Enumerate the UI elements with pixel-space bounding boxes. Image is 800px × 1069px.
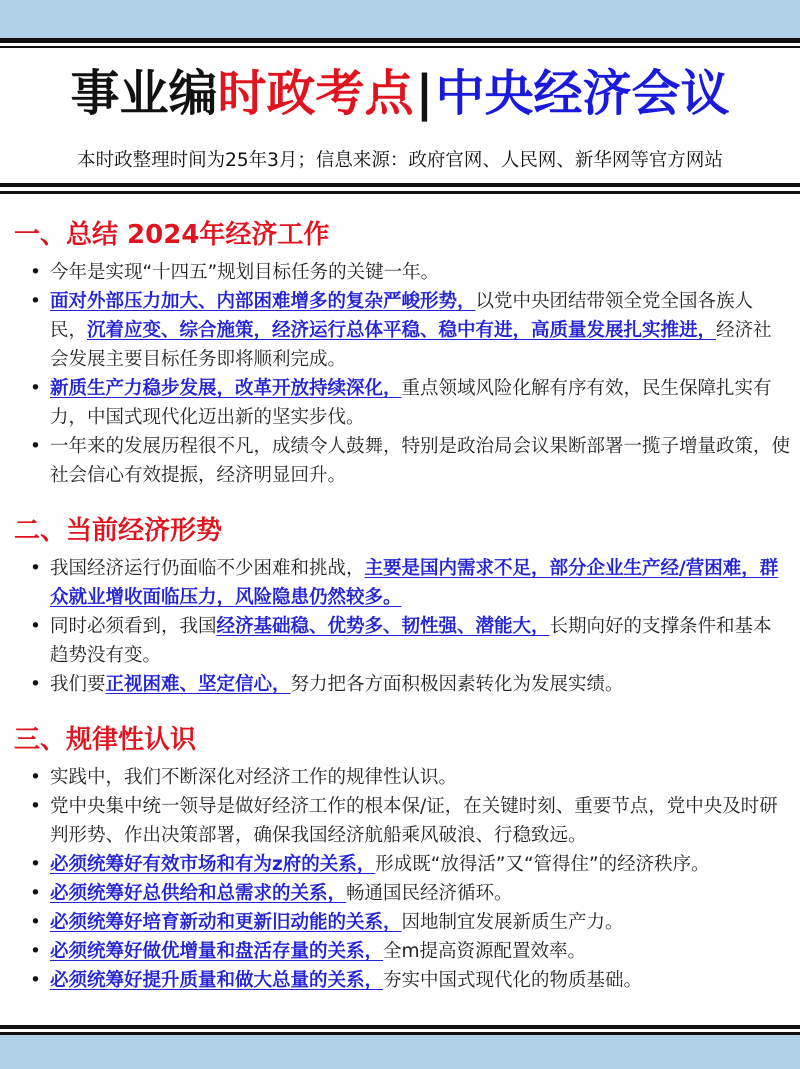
subtitle: 本时政整理时间为25年3月；信息来源：政府官网、人民网、新华网等官方网站 — [77, 150, 723, 171]
body-text: 以党中央团结带领全党全国各族人民， — [50, 291, 754, 341]
highlighted-text: 新质生产力稳步发展，改革开放持续深化， — [50, 378, 402, 399]
list-item — [50, 554, 790, 612]
title-blue: 中央经济会议 — [435, 65, 730, 122]
highlighted-text: 面对外部压力加大、内部困难增多的复杂严峻形势， — [50, 291, 476, 312]
content — [0, 216, 800, 1017]
section-heading: 二、当前经济形势 — [14, 516, 223, 546]
highlighted-text: 必须统筹好培育新动和更新旧动能的关系， — [50, 912, 402, 933]
body-text: 全m提高资源配置效率。 — [383, 941, 587, 962]
divider — [0, 191, 800, 194]
highlighted-text: 必须统筹好做优增量和盘活存量的关系， — [50, 941, 384, 962]
list-item — [50, 287, 790, 374]
body-text: 同时必须看到，我国 — [50, 616, 217, 637]
bullet-list — [0, 763, 800, 995]
section — [0, 721, 800, 995]
list-item — [50, 432, 790, 490]
body-text: 我们要 — [50, 674, 106, 695]
highlighted-text: 必须统筹好提升质量和做大总量的关系， — [50, 970, 384, 991]
title-separator: | — [415, 65, 434, 122]
section-heading: 一、总结 2024年经济工作 — [14, 220, 330, 250]
list-item — [50, 908, 790, 937]
divider — [0, 1032, 800, 1035]
body-text: 努力把各方面积极因素转化为发展实绩。 — [290, 674, 624, 695]
body-text: 今年是实现“十四五”规划目标任务的关键一年。 — [50, 262, 440, 283]
bullet-list — [0, 554, 800, 699]
body-text: 因地制宜发展新质生产力。 — [401, 912, 624, 933]
highlighted-text: 必须统筹好有效市场和有为z府的关系， — [50, 854, 376, 875]
highlighted-text: 经济基础稳、优势多、韧性强、潜能大， — [216, 616, 550, 637]
body-text: 经济社会发展主要目标任务即将顺利完成。 — [50, 320, 772, 370]
highlighted-text: 必须统筹好总供给和总需求的关系， — [50, 883, 347, 904]
body-text: 重点领域风险化解有序有效，民生保障扎实有力，中国式现代化迈出新的坚实步伐。 — [50, 378, 772, 428]
list-item — [50, 374, 790, 432]
body-text: 我国经济运行仍面临不少困难和挑战， — [50, 558, 365, 579]
list-item — [50, 763, 790, 792]
body-text: 一年来的发展历程很不凡，成绩令人鼓舞，特别是政治局会议果断部署一揽子增量政策，使社会信心有效提振，经济明显回升。 — [50, 436, 791, 486]
title-red: 时政考点 — [217, 65, 414, 122]
divider — [0, 183, 800, 187]
page-title — [0, 62, 800, 126]
list-item — [50, 612, 790, 670]
body-text: 长期向好的支撑条件和基本趋势没有变。 — [50, 616, 772, 666]
body-text: 实践中，我们不断深化对经济工作的规律性认识。 — [50, 767, 458, 788]
bullet-list — [0, 258, 800, 490]
highlighted-text: 主要是国内需求不足，部分企业生产经/营困难，群众就业增收面临压力，风险隐患仍然较多。 — [50, 558, 779, 608]
highlighted-text: 正视困难、坚定信心， — [105, 674, 291, 695]
body-text: 形成既“放得活”又“管得住”的经济秩序。 — [375, 854, 710, 875]
title-black: 事业编 — [70, 65, 218, 122]
highlighted-text: 沉着应变、综合施策，经济运行总体平稳、稳中有进，高质量发展扎实推进， — [87, 320, 717, 341]
list-item — [50, 792, 790, 850]
list-item — [50, 879, 790, 908]
section-heading: 三、规律性认识 — [14, 725, 197, 755]
body-text: 畅通国民经济循环。 — [346, 883, 513, 904]
section — [0, 512, 800, 699]
list-item — [50, 937, 790, 966]
list-item — [50, 258, 790, 287]
list-item — [50, 670, 790, 699]
divider — [0, 1025, 800, 1029]
list-item — [50, 850, 790, 879]
list-item — [50, 966, 790, 995]
body-text: 党中央集中统一领导是做好经济工作的根本保/证，在关键时刻、重要节点，党中央及时研判形势、作出决策部署，确保我国经济航船乘风破浪、行稳致远。 — [50, 796, 778, 846]
body-text: 夯实中国式现代化的物质基础。 — [383, 970, 643, 991]
section — [0, 216, 800, 490]
